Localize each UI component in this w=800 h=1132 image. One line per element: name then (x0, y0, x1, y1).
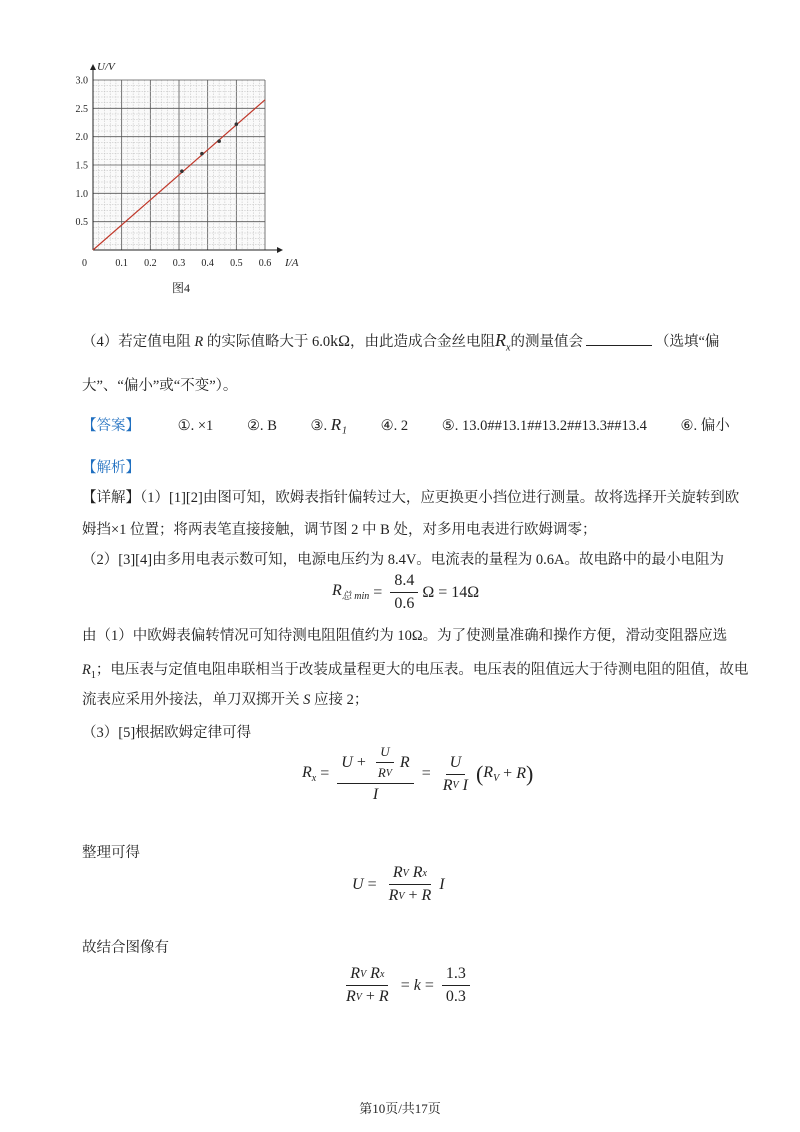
y-axis-label: U/V (97, 61, 115, 73)
unit-kilo-ohm: kΩ (330, 333, 350, 350)
data-point (180, 169, 184, 173)
question-4-line-1 (82, 330, 719, 354)
answer-label: 【答案】 (82, 418, 140, 434)
page-footer: 第10页/共17页 (359, 1101, 441, 1116)
x-axis-label: I/A (285, 257, 299, 269)
part-2-line-4: 流表应采用外接法，单刀双掷开关 S 应接 2； (82, 692, 369, 708)
tick-label-y: 1.0 (75, 188, 88, 200)
answer-item-5: ⑤. 13.0##13.1##13.2##13.3##13.4 (441, 418, 647, 434)
data-point (235, 122, 239, 126)
part-3-intro: （3）[5]根据欧姆定律可得 (82, 725, 252, 741)
tick-label-y: 2.5 (75, 103, 88, 115)
formula-rx: $R_x$ = U + U R V R I = U R V I ( $R_V$ + R ) (302, 744, 534, 803)
k-rhs-fraction: $\frac{1.3}{0.3}$ (442, 965, 470, 1006)
y-axis-arrow (90, 64, 96, 70)
answer-item-1: ①. ×1 (177, 418, 214, 434)
analysis-label: 【解析】 (82, 460, 140, 476)
answer-blank (586, 333, 652, 346)
detail-line-1: 【详解】（1）[1][2]由图可知，欧姆表指针偏转过大，应更换更小挡位进行测量。故将选择开关旋转到欧 (82, 490, 740, 506)
detail-line-2: 姆挡×1 位置；将两表笔直接接触，调节图 2 中 B 处，对多用电表进行欧姆调零； (82, 522, 597, 538)
step-2-text: 整理可得 (82, 845, 140, 861)
tick-label-x: 0.6 (258, 258, 272, 269)
r-min-result: 14Ω (451, 583, 480, 601)
figure-caption: 图4 (172, 281, 191, 295)
tick-label-x: 0.3 (172, 258, 186, 269)
question-4-text-a: （4）若定值电阻 (82, 334, 195, 350)
rx-rhs-fraction: U R V I (442, 753, 468, 794)
tick-label-x: 0.1 (115, 258, 128, 269)
rx-symbol: $R_x$ (495, 330, 511, 354)
u-i-graph (60, 55, 299, 275)
origin-label: 0 (82, 258, 87, 269)
part-2-line-2: 由（1）中欧姆表偏转情况可知待测电阻阻值约为 10Ω。为了使测量准确和操作方便，滑动变阻器应选 (82, 628, 728, 644)
step-3-text: 故结合图像有 (82, 940, 169, 956)
tick-label-x: 0.2 (144, 258, 157, 269)
question-4-line-2: 大”、“偏小”或“不变”）。 (82, 378, 238, 394)
answer-row (82, 414, 730, 435)
answer-item-6: ⑥. 偏小 (680, 418, 730, 434)
data-point (200, 152, 204, 156)
tick-label-y: 1.5 (75, 160, 88, 172)
formula-k: R V R x R V + R = k = $\frac{1.3}{0.3}$ (338, 965, 474, 1006)
r-min-lhs: $R_{总 min}$ (332, 582, 370, 603)
part-2-line-1: （2）[3][4]由多用电表示数可知，电源电压约为 8.4V。电流表的量程为 0.6A。故电路中的最小电阻为 (82, 552, 725, 568)
tick-label-x: 0.5 (230, 258, 243, 269)
question-4-text-d: 的测量值会 (510, 334, 583, 350)
data-point (217, 139, 221, 143)
part-2-line-3: $R_1$；电压表与定值电阻串联相当于改装成量程更大的电压表。电压表的阻值远大于待测电阻的阻值，故电 (82, 662, 749, 681)
x-axis-arrow (277, 247, 283, 253)
answer-item-2: ②. B (246, 418, 277, 434)
answer-item-4: ④. 2 (380, 418, 409, 434)
formula-u: U = R V R x R V + R I (352, 864, 445, 904)
rx-lhs: $R_x$ (302, 763, 317, 785)
formula-r-min: $R_{总 min}$ = $\frac{8.4}{0.6}$ Ω = 14Ω (332, 572, 480, 612)
k-lhs-fraction: R V R x R V + R (346, 965, 389, 1005)
question-4-text-b: 的实际值略大于 6.0 (203, 334, 331, 350)
tick-label-x: 0.4 (201, 258, 214, 269)
question-4-text-e: （选填“偏 (654, 334, 720, 350)
tick-label-y: 2.0 (75, 132, 88, 144)
rx-big-fraction: U + U R V R I (337, 744, 413, 804)
tick-label-y: 0.5 (75, 217, 88, 229)
u-fraction: R V R x R V + R (388, 864, 432, 904)
question-4-text-c: ，由此造成合金丝电阻 (350, 334, 495, 350)
answer-item-3: ③. R₁ (310, 415, 348, 434)
tick-label-y: 3.0 (75, 75, 88, 87)
resistor-r-symbol: R (194, 334, 204, 350)
r-min-fraction: $\frac{8.4}{0.6}$ (390, 572, 418, 613)
